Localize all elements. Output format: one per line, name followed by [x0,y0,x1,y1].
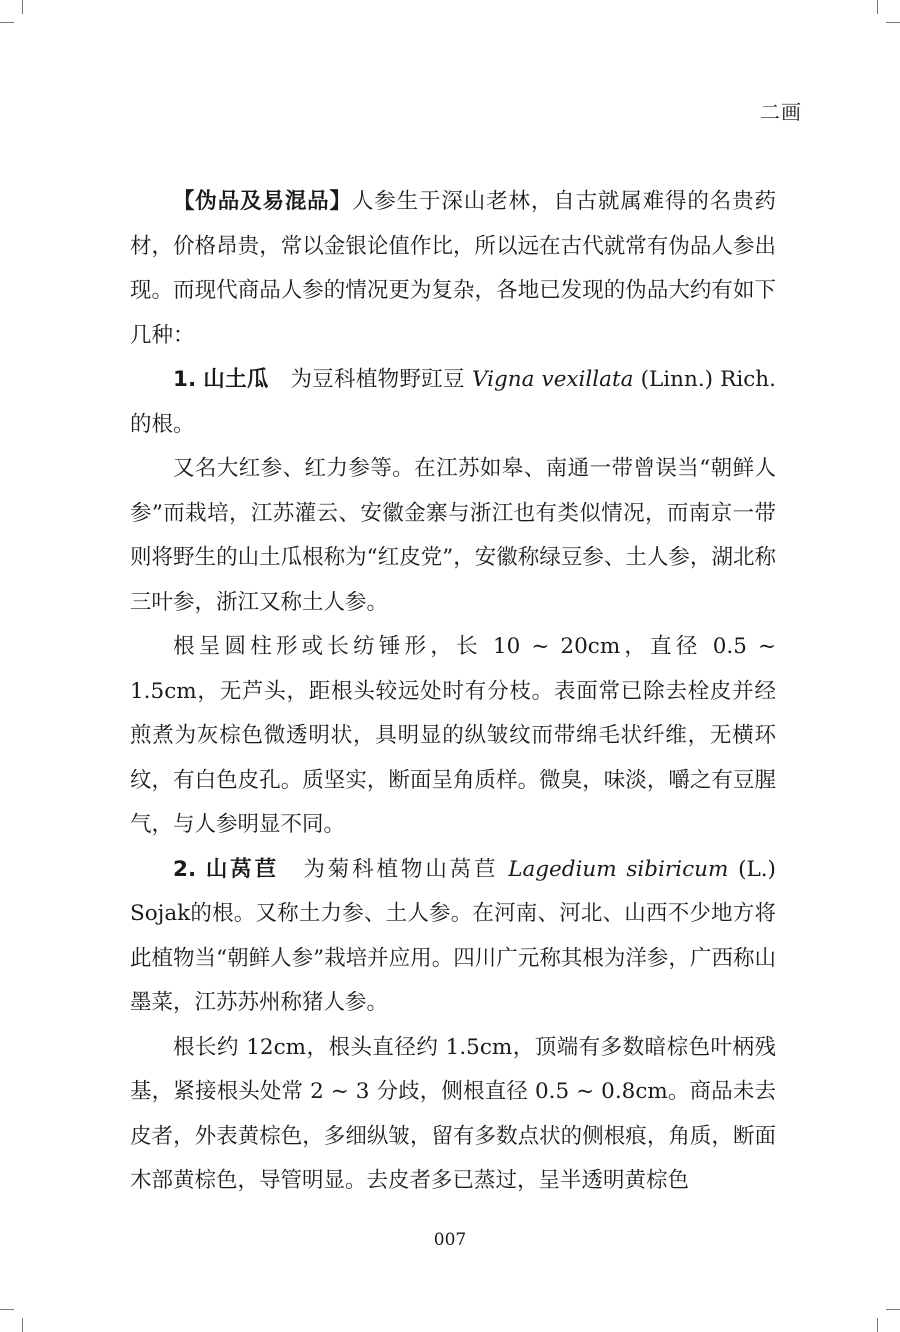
crop-mark-top-left [22,0,23,14]
body-paragraph: 根呈圆柱形或长纺锤形，长 10 ~ 20cm，直径 0.5 ~ 1.5cm，无芦头，距根头较远处时有分枝。表面常已除去栓皮并经煎煮为灰棕色微透明状，具明显的纵皱纹而带绵毛状纤维，无横环纹，有白色皮孔。质坚实，断面呈角质样。微臭，味淡，嚼之有豆腥气，与人参明显不同。 [130,634,776,837]
page-body [130,180,776,1204]
crop-mark-top-right [877,0,878,14]
crop-mark-top-left [0,22,14,23]
intro-paragraph [130,180,776,358]
latin-name: Lagedium sibiricum [508,856,729,882]
latin-author: (Linn.) Rich. [640,367,776,392]
item-title: 山莴苣 [205,856,280,882]
item-number: 1. [173,367,197,392]
crop-mark-top-right [886,22,900,23]
item-tail: 的根。 [130,411,195,437]
intro-text: 人参生于深山老林，自古就属难得的名贵药材，价格昂贵，常以金银论值作比，所以远在古代就常有伪品人参出现。而现代商品人参的情况更为复杂，各地已发现的伪品大约有如下几种： [130,189,776,348]
item-tail: 的根。又称土力参、土人参。在河南、河北、山西不少地方将此植物当“朝鲜人参”栽培并应用。四川广元称其根为洋参，广西称山墨菜，江苏苏州称猪人参。 [130,901,776,1015]
crop-mark-bottom-left [22,1318,23,1332]
page-number: 007 [433,1230,467,1250]
item-heading [130,358,776,447]
item-lead: 为豆科植物野豇豆 [290,367,465,392]
crop-mark-bottom-left [0,1309,14,1310]
item-number: 2. [173,856,197,882]
item-lead: 为菊科植物山莴苣 [300,856,499,882]
latin-author: (L.) Sojak [130,856,776,926]
running-head: 二画 [760,100,802,124]
item-heading [130,848,776,1026]
body-paragraph: 又名大红参、红力参等。在江苏如皋、南通一带曾误当“朝鲜人参”而栽培，江苏灌云、安徽金寨与浙江也有类似情况，而南京一带则将野生的山土瓜根称为“红皮党”，安徽称绿豆参、土人参，湖北称三叶参，浙江又称土人参。 [130,456,776,615]
section-label: 【伪品及易混品】 [173,189,352,214]
crop-mark-bottom-right [877,1318,878,1332]
item-title: 山土瓜 [203,367,269,392]
crop-mark-bottom-right [886,1309,900,1310]
latin-name: Vigna vexillata [471,367,634,392]
body-paragraph: 根长约 12cm，根头直径约 1.5cm，顶端有多数暗棕色叶柄残基，紧接根头处常 2 ~ 3 分歧，侧根直径 0.5 ~ 0.8cm。商品未去皮者，外表黄棕色，多细纵皱，留有多数点状的侧根痕，角质，断面木部黄棕色，导管明显。去皮者多已蒸过，呈半透明黄棕色 [130,1034,776,1193]
